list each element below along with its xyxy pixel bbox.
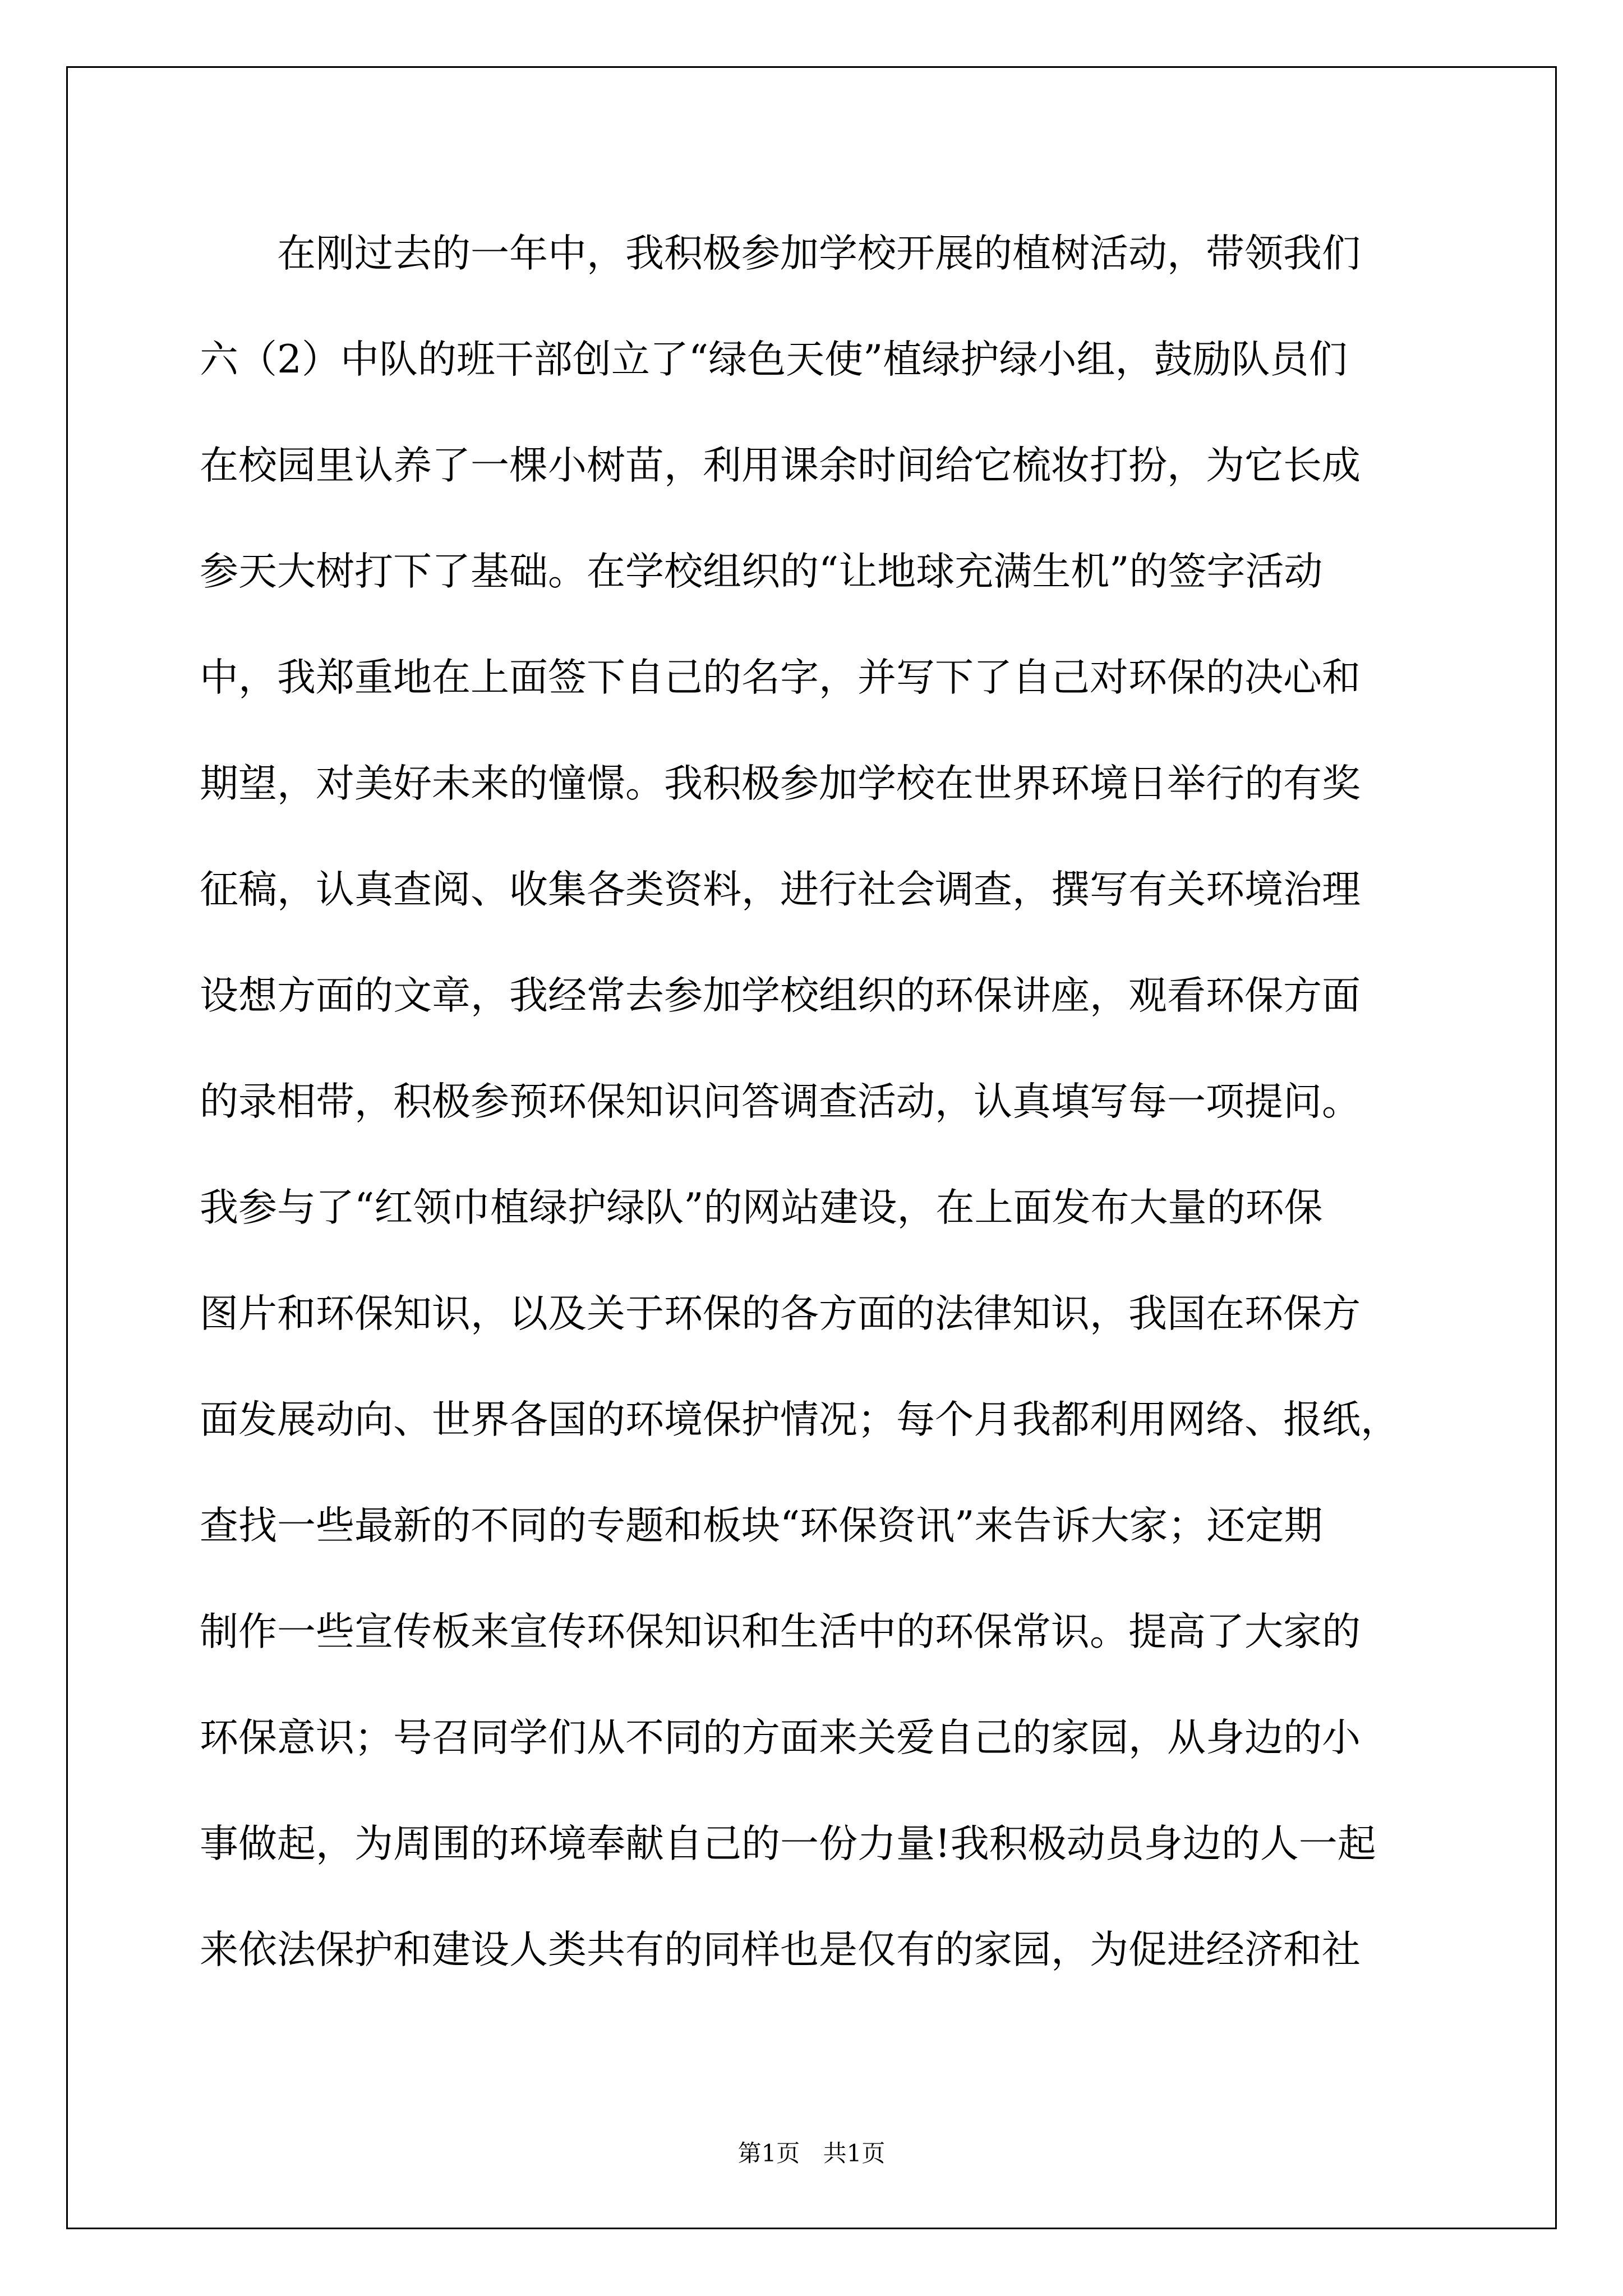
text-line-10: 我参与了“红领巾植绿护绿队”的网站建设，在上面发布大量的环保 [200,1185,1323,1230]
text-line-13: 查找一些最新的不同的专题和板块“环保资讯”来告诉大家；还定期 [200,1503,1323,1548]
text-line-14: 制作一些宣传板来宣传环保知识和生活中的环保常识。提高了大家的 [200,1609,1361,1654]
text-line-2: 六（2）中队的班干部创立了“绿色天使”植绿护绿小组，鼓励队员们 [200,337,1348,382]
text-line-9: 的录相带，积极参预环保知识问答调查活动，认真填写每一项提问。 [200,1079,1361,1124]
text-line-1: 在刚过去的一年中，我积极参加学校开展的植树活动，带领我们 [200,231,1361,276]
text-line-17: 来依法保护和建设人类共有的同样也是仅有的家园，为促进经济和社 [200,1927,1361,1972]
page-number: 第1页 [737,2139,800,2167]
text-line-7: 征稿，认真查阅、收集各类资料，进行社会调查，撰写有关环境治理 [200,867,1361,912]
page-total: 共1页 [823,2139,886,2167]
text-line-6: 期望，对美好未来的憧憬。我积极参加学校在世界环境日举行的有奖 [200,761,1361,806]
text-line-4: 参天大树打下了基础。在学校组织的“让地球充满生机”的签字活动 [200,549,1323,594]
text-line-5: 中，我郑重地在上面签下自己的名字，并写下了自己对环保的决心和 [200,655,1361,700]
text-line-16: 事做起，为周围的环境奉献自己的一份力量!我积极动员身边的人一起 [200,1821,1376,1866]
text-line-11: 图片和环保知识，以及关于环保的各方面的法律知识，我国在环保方 [200,1291,1361,1336]
text-line-15: 环保意识；号召同学们从不同的方面来关爱自己的家园，从身边的小 [200,1715,1361,1760]
text-line-12: 面发展动向、世界各国的环境保护情况；每个月我都利用网络、报纸， [200,1397,1399,1442]
text-line-3: 在校园里认养了一棵小树苗，利用课余时间给它梳妆打扮，为它长成 [200,443,1361,488]
text-line-8: 设想方面的文章，我经常去参加学校组织的环保讲座，观看环保方面 [200,973,1361,1018]
document-body [200,201,1428,2003]
page-footer [0,2135,1623,2169]
